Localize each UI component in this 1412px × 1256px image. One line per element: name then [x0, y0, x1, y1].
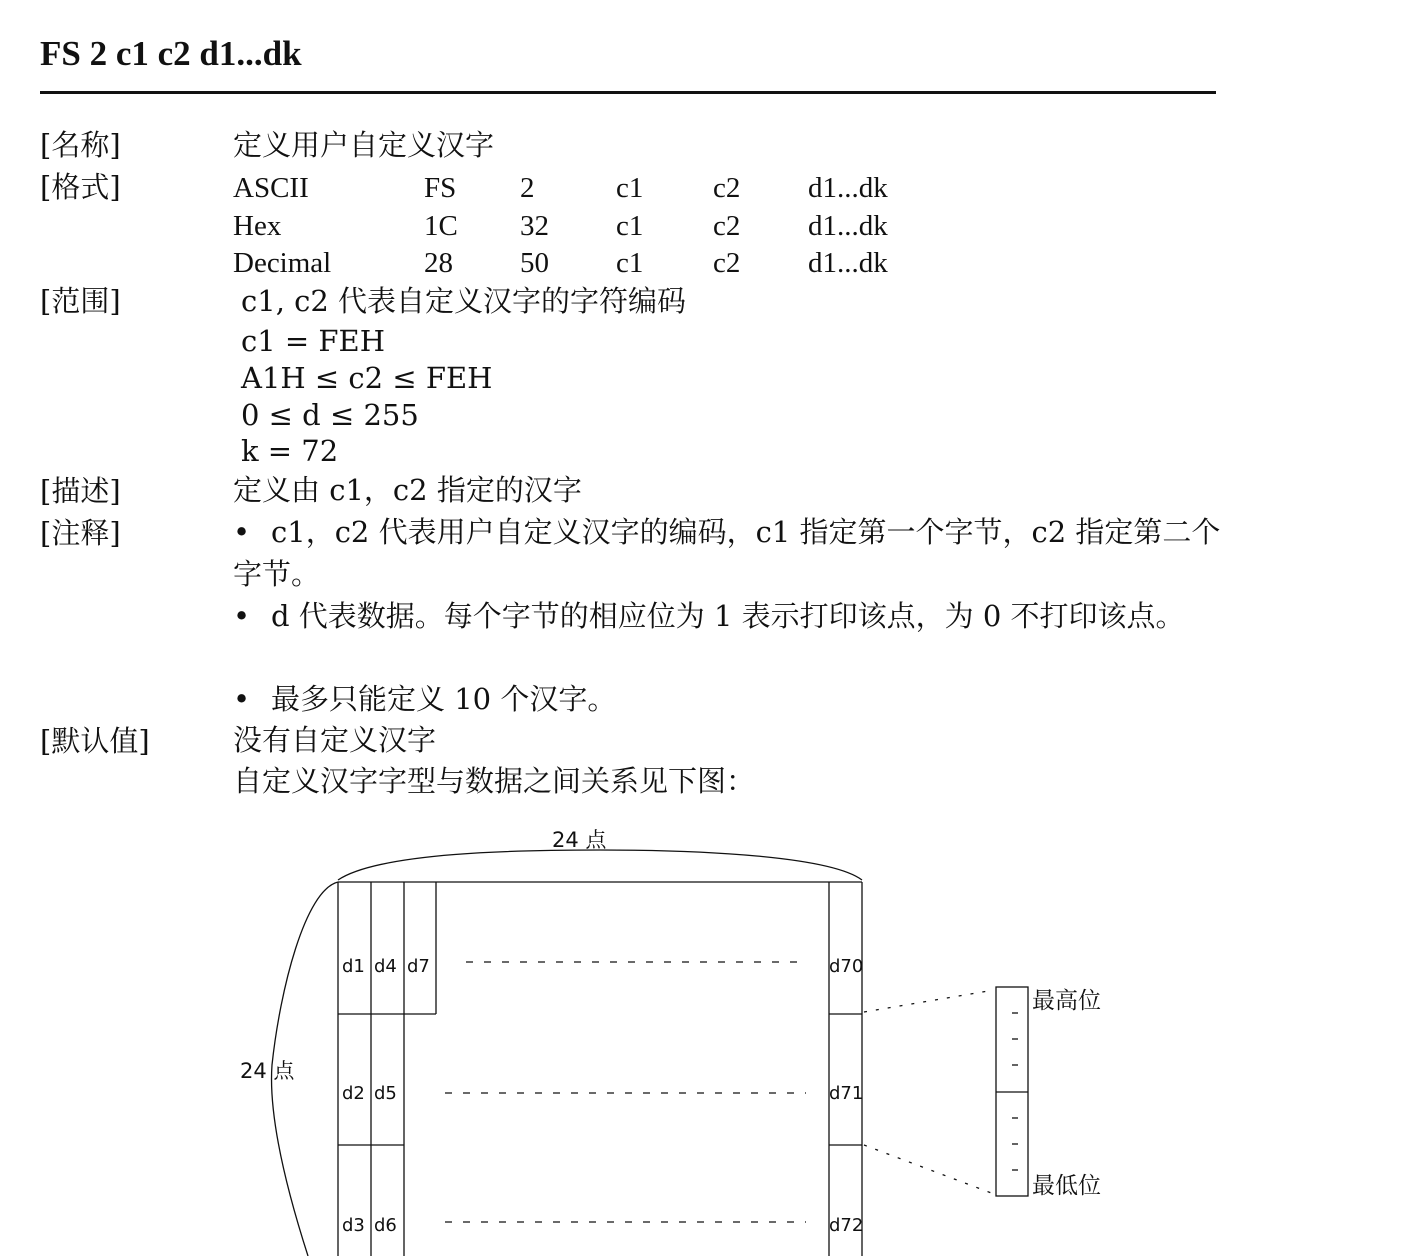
format-cell: c1 [616, 247, 644, 279]
format-cell: 50 [520, 247, 549, 279]
note-text: 最多只能定义 10 个汉字。 [271, 682, 617, 716]
cell-label: d3 [342, 1215, 365, 1236]
label-format: [格式] [40, 170, 121, 204]
cell-label: d72 [829, 1215, 864, 1236]
label-description: [描述] [40, 474, 121, 508]
format-cell: 32 [520, 210, 549, 242]
cell-label: d1 [342, 956, 365, 977]
label-name: [名称] [40, 128, 121, 162]
format-cell: d1...dk [808, 210, 888, 242]
description-value: 定义由 c1，c2 指定的汉字 [233, 473, 582, 507]
note-text: c1，c2 代表用户自定义汉字的编码，c1 指定第一个字节，c2 指定第二个字节。 [233, 515, 1221, 591]
format-cell: c2 [713, 247, 741, 279]
format-cell: 1C [424, 210, 458, 242]
label-notes: [注释] [40, 516, 121, 550]
figure-intro: 自定义汉字字型与数据之间关系见下图： [233, 764, 756, 798]
label-range: [范围] [40, 284, 121, 318]
format-cell: Decimal [233, 247, 332, 279]
figure-left-label: 24 点 [240, 1059, 295, 1083]
cell-label: d6 [374, 1215, 397, 1236]
format-cell: c2 [713, 172, 741, 204]
format-cell: FS [424, 172, 457, 204]
label-default: [默认值] [40, 724, 150, 758]
width-brace [338, 850, 862, 880]
format-cell: Hex [233, 210, 282, 242]
cell-label: d70 [829, 956, 864, 977]
lsb-label: 最低位 [1032, 1173, 1101, 1199]
name-value: 定义用户自定义汉字 [233, 128, 495, 162]
bullet-icon: • [233, 682, 251, 716]
format-cell: ASCII [233, 172, 309, 204]
cell-label: d2 [342, 1083, 365, 1104]
format-cell: 2 [520, 172, 535, 204]
page-title: FS 2 c1 c2 d1...dk [40, 34, 302, 73]
figure-top-label: 24 点 [552, 828, 607, 852]
default-value: 没有自定义汉字 [233, 723, 437, 757]
format-cell: 28 [424, 247, 453, 279]
format-cell: d1...dk [808, 172, 888, 204]
format-cell: c1 [616, 210, 644, 242]
format-cell: c2 [713, 210, 741, 242]
cell-label: d5 [374, 1083, 397, 1104]
note-text: d 代表数据。每个字节的相应位为 1 表示打印该点，为 0 不打印该点。 [271, 599, 1185, 633]
msb-label: 最高位 [1032, 988, 1101, 1014]
format-cell: c1 [616, 172, 644, 204]
range-line: c1, c2 代表自定义汉字的字符编码 [241, 284, 687, 318]
range-line: c1 = FEH [241, 324, 386, 358]
bullet-icon: • [233, 599, 251, 633]
cell-label: d4 [374, 956, 397, 977]
format-cell: d1...dk [808, 247, 888, 279]
cell-label: d7 [407, 956, 430, 977]
range-line: A1H ≤ c2 ≤ FEH [241, 361, 493, 395]
bullet-icon: • [233, 515, 251, 549]
range-line: k = 72 [241, 434, 339, 468]
cell-label: d71 [829, 1083, 864, 1104]
range-line: 0 ≤ d ≤ 255 [241, 398, 419, 432]
